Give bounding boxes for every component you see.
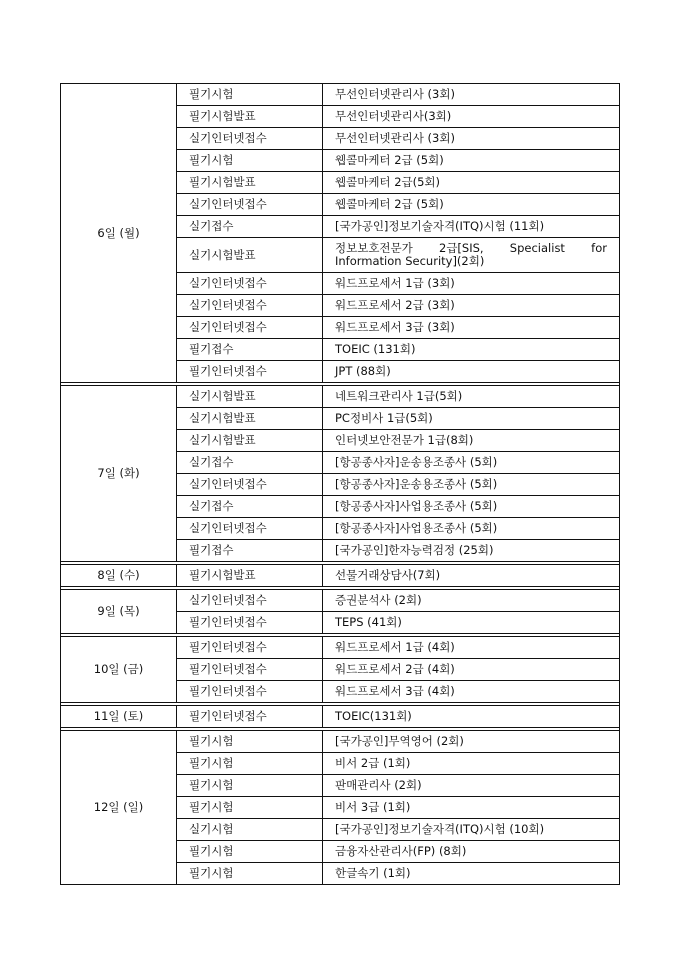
exam-type-cell: 실기인터넷접수 <box>177 273 323 295</box>
table-row <box>61 590 620 612</box>
exam-name-cell: TOEIC(131회) <box>323 706 620 728</box>
exam-type-cell: 필기시험 <box>177 84 323 106</box>
exam-type-cell: 실기시험 <box>177 819 323 841</box>
date-cell: 8일 (수) <box>61 565 177 587</box>
exam-type-cell: 실기인터넷접수 <box>177 590 323 612</box>
exam-type-cell: 필기접수 <box>177 540 323 562</box>
exam-name-cell: 무선인터넷관리사 (3회) <box>323 84 620 106</box>
exam-name-cell: [항공종사자]사업용조종사 (5회) <box>323 496 620 518</box>
date-cell: 12일 (일) <box>61 731 177 885</box>
date-cell: 7일 (화) <box>61 386 177 562</box>
table-row <box>61 731 620 753</box>
exam-type-cell: 필기시험발표 <box>177 106 323 128</box>
exam-name-cell: PC정비사 1급(5회) <box>323 408 620 430</box>
exam-name-cell: [국가공인]정보기술자격(ITQ)시험 (11회) <box>323 216 620 238</box>
exam-type-cell: 실기접수 <box>177 452 323 474</box>
exam-name-cell: 판매관리사 (2회) <box>323 775 620 797</box>
exam-name-cell: TEPS (41회) <box>323 612 620 634</box>
exam-type-cell: 실기접수 <box>177 216 323 238</box>
exam-name-cell: 무선인터넷관리사(3회) <box>323 106 620 128</box>
exam-name-cell: 네트워크관리사 1급(5회) <box>323 386 620 408</box>
exam-type-cell: 필기시험 <box>177 841 323 863</box>
exam-type-cell: 실기시험발표 <box>177 408 323 430</box>
exam-name-cell: 선물거래상담사(7회) <box>323 565 620 587</box>
exam-name-cell: [항공종사자]사업용조종사 (5회) <box>323 518 620 540</box>
exam-name-cell: 워드프로세서 3급 (4회) <box>323 681 620 703</box>
exam-name-cell: [국가공인]무역영어 (2회) <box>323 731 620 753</box>
exam-name-cell: 무선인터넷관리사 (3회) <box>323 128 620 150</box>
exam-type-cell: 실기인터넷접수 <box>177 518 323 540</box>
exam-name-cell: 인터넷보안전문가 1급(8회) <box>323 430 620 452</box>
exam-type-cell: 필기접수 <box>177 339 323 361</box>
exam-type-cell: 필기시험 <box>177 150 323 172</box>
exam-type-cell: 실기시험발표 <box>177 386 323 408</box>
exam-name-cell: 웹콜마케터 2급 (5회) <box>323 150 620 172</box>
exam-name-cell: [국가공인]정보기술자격(ITQ)시험 (10회) <box>323 819 620 841</box>
exam-name-cell: 웹콜마케터 2급 (5회) <box>323 194 620 216</box>
exam-type-cell: 실기인터넷접수 <box>177 194 323 216</box>
exam-name-cell: 비서 3급 (1회) <box>323 797 620 819</box>
exam-name-cell: [항공종사자]운송용조종사 (5회) <box>323 452 620 474</box>
exam-type-cell: 실기인터넷접수 <box>177 295 323 317</box>
exam-name-cell: 워드프로세서 2급 (3회) <box>323 295 620 317</box>
date-cell: 6일 (월) <box>61 84 177 383</box>
exam-type-cell: 필기인터넷접수 <box>177 659 323 681</box>
table-row <box>61 84 620 106</box>
exam-name-cell: [항공종사자]운송용조종사 (5회) <box>323 474 620 496</box>
exam-type-cell: 필기인터넷접수 <box>177 706 323 728</box>
date-cell: 9일 (목) <box>61 590 177 634</box>
exam-name-cell: 정보보호전문가 2급[SIS, Specialist for Information Security](2회) <box>323 238 620 273</box>
exam-type-cell: 필기시험 <box>177 797 323 819</box>
exam-type-cell: 실기인터넷접수 <box>177 128 323 150</box>
exam-type-cell: 필기시험 <box>177 731 323 753</box>
table-row <box>61 637 620 659</box>
date-cell: 11일 (토) <box>61 706 177 728</box>
exam-type-cell: 필기시험 <box>177 775 323 797</box>
exam-name-cell: 워드프로세서 1급 (4회) <box>323 637 620 659</box>
table-row <box>61 386 620 408</box>
exam-type-cell: 실기접수 <box>177 496 323 518</box>
exam-schedule-table <box>60 83 620 885</box>
exam-type-cell: 필기시험 <box>177 863 323 885</box>
exam-type-cell: 실기인터넷접수 <box>177 317 323 339</box>
exam-type-cell: 실기시험발표 <box>177 238 323 273</box>
exam-type-cell: 필기시험발표 <box>177 172 323 194</box>
exam-name-cell: 워드프로세서 3급 (3회) <box>323 317 620 339</box>
exam-name-cell: [국가공인]한자능력검정 (25회) <box>323 540 620 562</box>
exam-name-cell: 비서 2급 (1회) <box>323 753 620 775</box>
exam-schedule-body <box>61 84 620 885</box>
exam-type-cell: 필기시험 <box>177 753 323 775</box>
exam-type-cell: 필기인터넷접수 <box>177 681 323 703</box>
exam-type-cell: 필기시험발표 <box>177 565 323 587</box>
table-row <box>61 565 620 587</box>
exam-type-cell: 실기인터넷접수 <box>177 474 323 496</box>
exam-name-cell: 워드프로세서 1급 (3회) <box>323 273 620 295</box>
exam-name-cell: 한글속기 (1회) <box>323 863 620 885</box>
date-cell: 10일 (금) <box>61 637 177 703</box>
exam-name-cell: 증권분석사 (2회) <box>323 590 620 612</box>
exam-name-cell: 워드프로세서 2급 (4회) <box>323 659 620 681</box>
exam-name-cell: JPT (88회) <box>323 361 620 383</box>
exam-type-cell: 필기인터넷접수 <box>177 612 323 634</box>
exam-name-cell: 웹콜마케터 2급(5회) <box>323 172 620 194</box>
exam-name-cell: 금융자산관리사(FP) (8회) <box>323 841 620 863</box>
table-row <box>61 706 620 728</box>
exam-type-cell: 실기시험발표 <box>177 430 323 452</box>
exam-type-cell: 필기인터넷접수 <box>177 637 323 659</box>
exam-name-cell: TOEIC (131회) <box>323 339 620 361</box>
exam-type-cell: 필기인터넷접수 <box>177 361 323 383</box>
